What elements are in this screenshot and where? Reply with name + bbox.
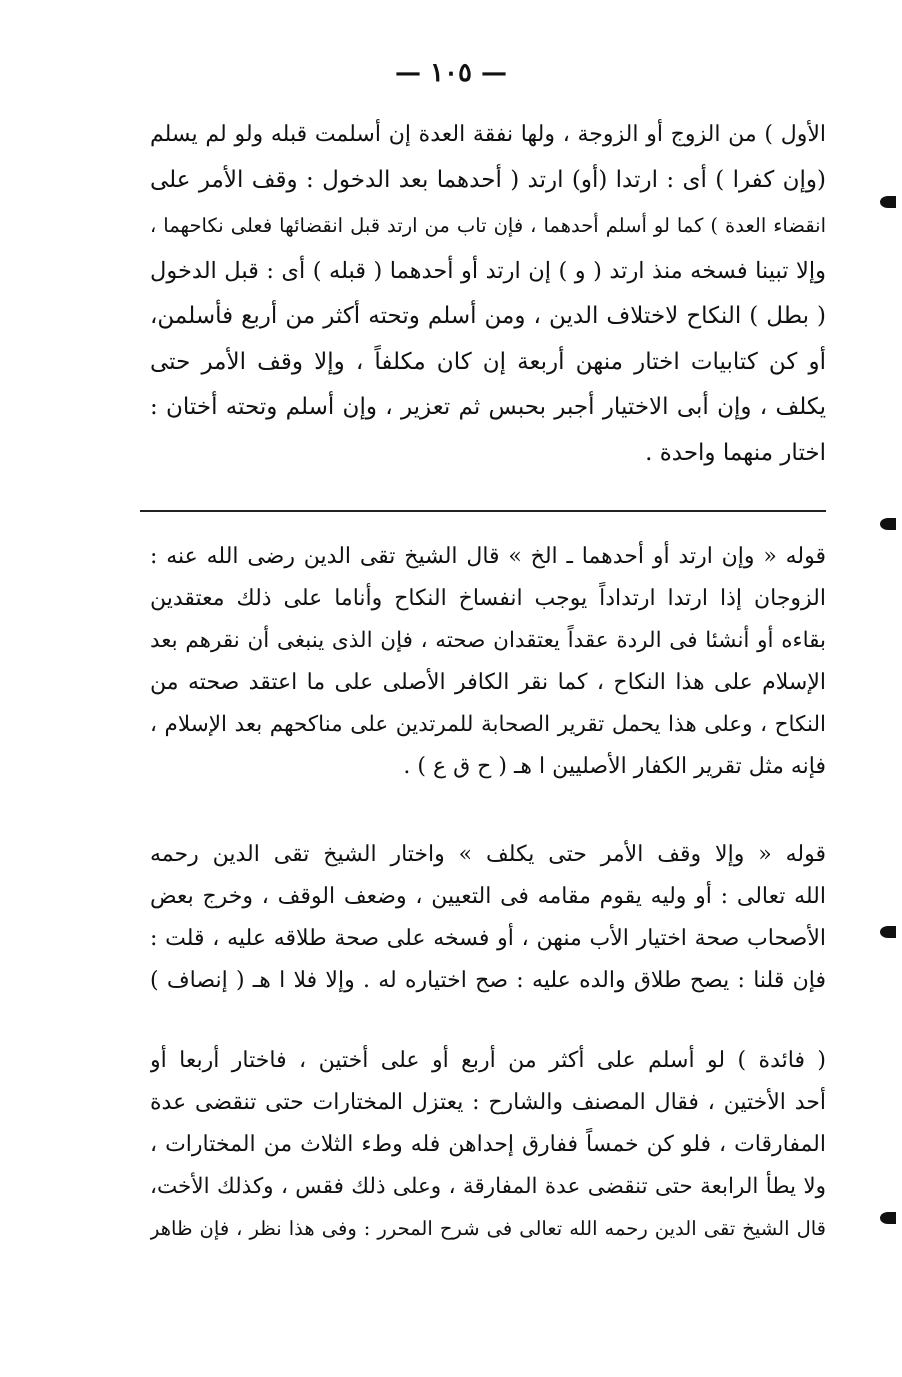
commentary-3 — [150, 1040, 826, 1250]
main-line: يكلف ، وإن أبى الاختيار أجبر بحبس ثم تعزير ، وإن أسلم وتحته أختان : — [150, 394, 826, 420]
main-line: انقضاء العدة ) كما لو أسلم أحدهما ، فإن تاب من ارتد قبل انقضائها فعلى نكاحهما ، — [150, 214, 826, 237]
commentary-line: بقاءه أو أنشئا فى الردة عقداً يعتقدان صحته ، فإن الذى ينبغى أن نقرهم بعد — [150, 628, 826, 653]
commentary-line: فإنه مثل تقرير الكفار الأصليين ا هـ ( ح ق ع ) . — [403, 754, 826, 779]
commentary-line: قوله « وإلا وقف الأمر حتى يكلف » واختار الشيخ تقى الدين رحمه — [150, 842, 826, 867]
commentary-line: المفارقات ، فلو كن خمساً ففارق إحداهن فله وطء الثلاث من المختارات ، — [150, 1132, 826, 1157]
margin-bullet-icon — [880, 518, 896, 530]
footnote-divider — [140, 510, 826, 512]
commentary-line: الله تعالى : أو وليه يقوم مقامه فى التعيين ، وضعف الوقف ، وخرج بعض — [150, 884, 826, 909]
main-text — [150, 112, 826, 476]
commentary-line: قوله « وإن ارتد أو أحدهما ـ الخ » قال الشيخ تقى الدين رضى الله عنه : — [150, 544, 826, 569]
commentary-line: أحد الأختين ، فقال المصنف والشارح : يعتزل المختارات حتى تنقضى عدة — [150, 1090, 826, 1115]
main-line: اختار منهما واحدة . — [645, 439, 826, 466]
margin-bullet-icon — [880, 196, 896, 208]
main-line: ( بطل ) النكاح لاختلاف الدين ، ومن أسلم وتحته أكثر من أربع فأسلمن، — [150, 303, 826, 329]
commentary-line: الأصحاب صحة اختيار الأب منهن ، أو فسخه على صحة طلاقه عليه ، قلت : — [150, 926, 826, 951]
commentary-line: الزوجان إذا ارتدا ارتداداً يوجب انفساخ النكاح وأناما على ذلك معتقدين — [150, 586, 826, 611]
main-line: الأول ) من الزوج أو الزوجة ، ولها نفقة العدة إن أسلمت قبله ولو لم يسلم — [150, 122, 826, 147]
main-line: وإلا تبينا فسخه منذ ارتد ( و ) إن ارتد أو أحدهما ( قبله ) أى : قبل الدخول — [150, 257, 826, 284]
main-line: (وإن كفرا ) أى : ارتدا (أو) ارتد ( أحدهما بعد الدخول : وقف الأمر على — [150, 166, 826, 193]
commentary-line: الإسلام على هذا النكاح ، كما نقر الكافر الأصلى على ما اعتقد صحته من — [150, 670, 826, 695]
commentary-line: النكاح ، وعلى هذا يحمل تقرير الصحابة للمرتدين على مناكحهم بعد الإسلام ، — [150, 712, 826, 737]
margin-bullet-icon — [880, 926, 896, 938]
commentary-line: ولا يطأ الرابعة حتى تنقضى عدة المفارقة ، وعلى ذلك فقس ، وكذلك الأخت، — [150, 1174, 826, 1199]
commentary-line: ( فائدة ) لو أسلم على أكثر من أربع أو على أختين ، فاختار أربعا أو — [150, 1048, 826, 1073]
page-number: — ١٠٥ — — [394, 58, 508, 88]
commentary-line: قال الشيخ تقى الدين رحمه الله تعالى فى شرح المحرر : وفى هذا نظر ، فإن ظاهر — [150, 1217, 826, 1240]
commentary-1 — [150, 536, 826, 788]
margin-bullet-icon — [880, 1212, 896, 1224]
commentary-line: فإن قلنا : يصح طلاق والده عليه : صح اختياره له . وإلا فلا ا هـ ( إنصاف ) — [150, 968, 826, 993]
commentary-2 — [150, 834, 826, 1002]
main-line: أو كن كتابيات اختار منهن أربعة إن كان مكلفاً ، وإلا وقف الأمر حتى — [150, 348, 826, 375]
